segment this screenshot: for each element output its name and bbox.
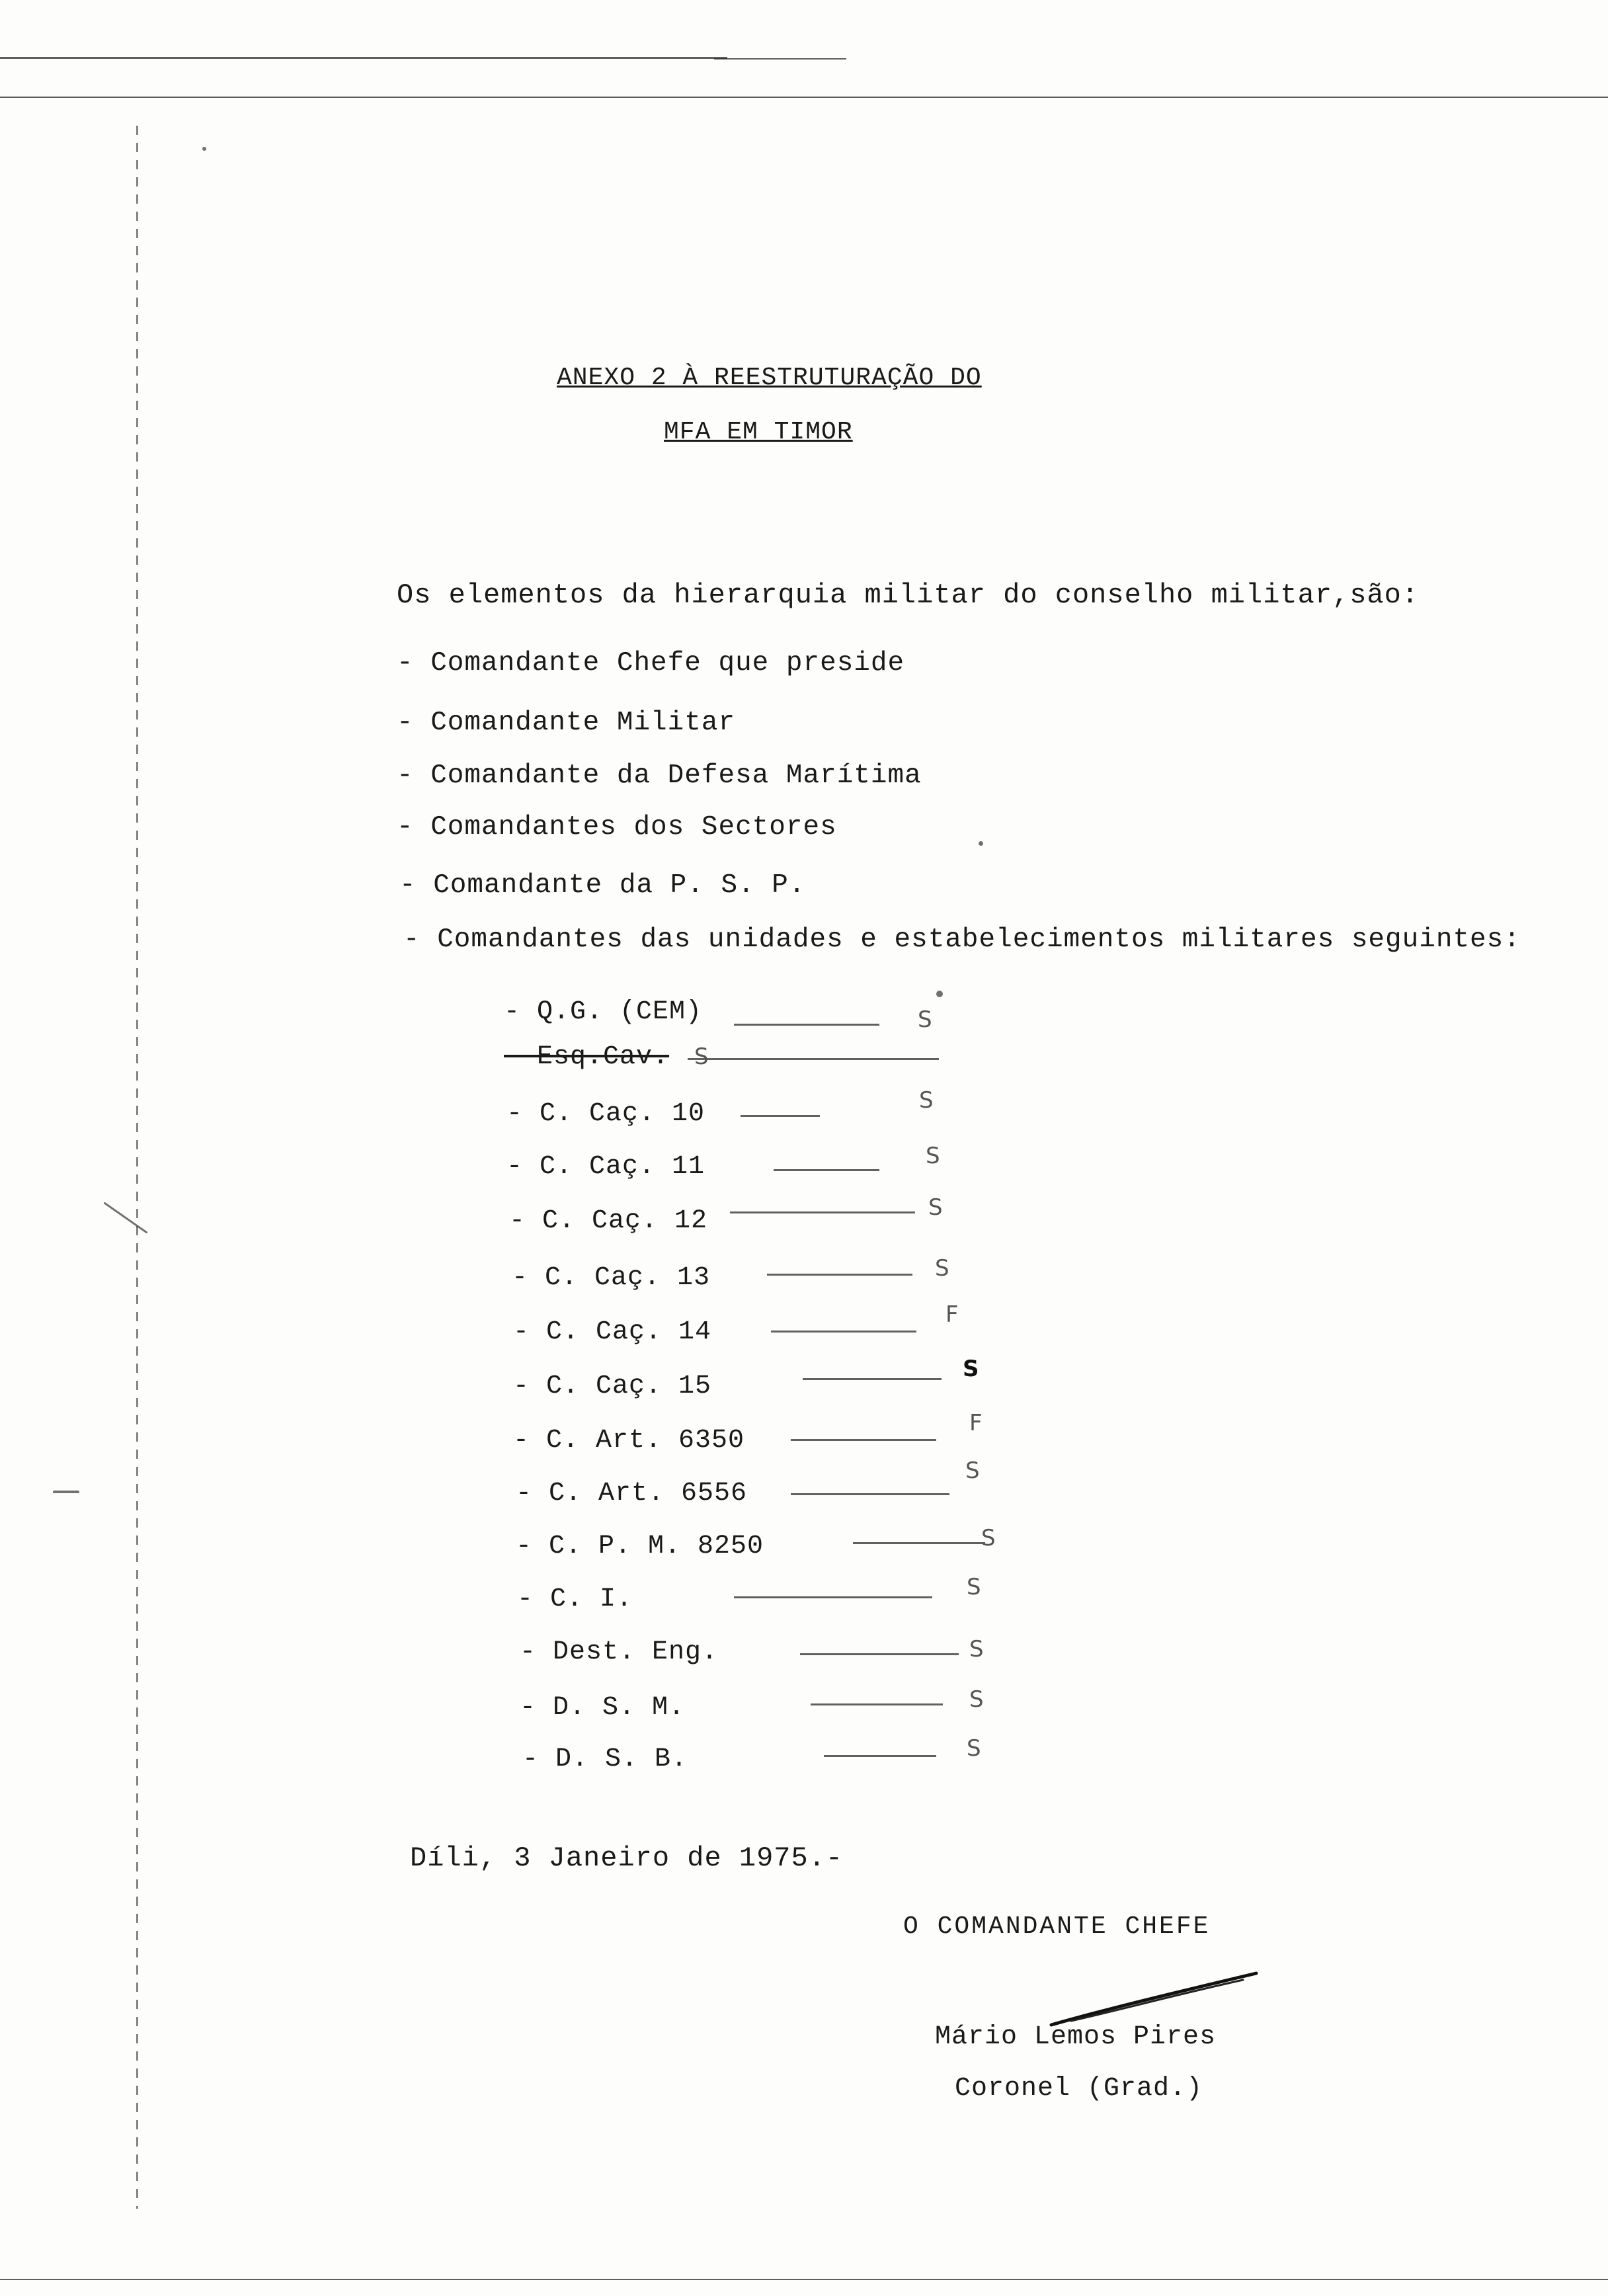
handwritten-dash bbox=[734, 1024, 879, 1026]
unit-item: - C. Caç. 13 bbox=[512, 1263, 711, 1293]
handwritten-mark: S bbox=[928, 1194, 943, 1221]
unit-item: - C. P. M. 8250 bbox=[516, 1532, 764, 1561]
handwritten-dash bbox=[811, 1703, 943, 1705]
scan-speck bbox=[979, 841, 983, 846]
scan-top-rule bbox=[0, 57, 727, 59]
member-item: - Comandante da Defesa Marítima bbox=[397, 760, 922, 791]
handwritten-dash bbox=[734, 1596, 932, 1598]
signatory-rank: Coronel (Grad.) bbox=[955, 2074, 1203, 2104]
handwritten-dash bbox=[800, 1653, 959, 1655]
handwritten-mark: S bbox=[981, 1525, 996, 1551]
handwritten-mark: S bbox=[965, 1457, 980, 1484]
scan-margin-line bbox=[136, 126, 138, 2209]
document-date: Díli, 3 Janeiro de 1975.- bbox=[410, 1842, 844, 1874]
handwritten-mark: S bbox=[969, 1686, 984, 1713]
scan-speck bbox=[936, 991, 943, 997]
handwritten-mark: S bbox=[935, 1255, 949, 1282]
unit-item: - C. Caç. 12 bbox=[509, 1206, 708, 1236]
handwritten-dash bbox=[767, 1274, 912, 1276]
unit-item: - C. Art. 6556 bbox=[516, 1479, 748, 1508]
intro-sentence: Os elementos da hierarquia militar do conselho militar,são: bbox=[397, 579, 1420, 611]
unit-item: - D. S. M. bbox=[520, 1693, 686, 1723]
handwritten-dash bbox=[774, 1169, 879, 1171]
unit-item: - C. Caç. 10 bbox=[506, 1099, 705, 1129]
unit-item: - Dest. Eng. bbox=[520, 1637, 719, 1667]
annex-title-line2: MFA EM TIMOR bbox=[664, 418, 853, 446]
handwritten-dash bbox=[688, 1058, 939, 1060]
member-item: - Comandante da P. S. P. bbox=[399, 870, 806, 901]
handwritten-dash bbox=[791, 1439, 936, 1441]
handwritten-dash bbox=[771, 1331, 916, 1332]
handwritten-mark: S bbox=[969, 1636, 984, 1662]
member-item: - Comandante Militar bbox=[397, 708, 736, 738]
handwritten-mark: S bbox=[967, 1735, 981, 1762]
annex-title-line1: ANEXO 2 À REESTRUTURAÇÃO DO bbox=[557, 364, 982, 392]
handwritten-mark: S bbox=[963, 1356, 979, 1382]
unit-item: - C. Caç. 11 bbox=[506, 1152, 705, 1182]
unit-item: - C. I. bbox=[517, 1584, 633, 1614]
unit-item: - C. Caç. 14 bbox=[513, 1317, 712, 1347]
handwritten-mark: S bbox=[919, 1087, 934, 1114]
handwritten-mark: F bbox=[969, 1410, 983, 1436]
member-item: - Comandantes das unidades e estabelecimentos militares seguintes: bbox=[403, 924, 1521, 955]
unit-item: - C. Art. 6350 bbox=[513, 1426, 745, 1456]
handwritten-dash bbox=[824, 1755, 936, 1757]
handwritten-dash bbox=[791, 1493, 949, 1495]
handwritten-mark: S bbox=[967, 1574, 981, 1600]
handwritten-dash bbox=[803, 1378, 942, 1380]
unit-item: - Q.G. (CEM) bbox=[504, 997, 703, 1027]
handwritten-mark: S bbox=[694, 1044, 709, 1070]
unit-item: - Esq.Cav. bbox=[504, 1042, 670, 1072]
handwritten-dash bbox=[853, 1542, 985, 1544]
member-item: - Comandantes dos Sectores bbox=[397, 812, 837, 842]
handwritten-mark: S bbox=[926, 1143, 940, 1169]
scan-bottom-rule bbox=[0, 2279, 1608, 2280]
scan-speck bbox=[53, 1491, 79, 1493]
handwritten-dash bbox=[741, 1115, 820, 1117]
unit-item: - C. Caç. 15 bbox=[513, 1372, 712, 1401]
member-item: - Comandante Chefe que preside bbox=[397, 648, 905, 678]
signatory-title: O COMANDANTE CHEFE bbox=[903, 1912, 1211, 1941]
scan-speck bbox=[103, 1202, 147, 1233]
handwritten-mark: F bbox=[945, 1301, 959, 1328]
signatory-name: Mário Lemos Pires bbox=[935, 2022, 1217, 2052]
scan-top-rule-2 bbox=[714, 58, 846, 60]
scan-speck bbox=[202, 147, 206, 151]
unit-item: - D. S. B. bbox=[522, 1744, 688, 1774]
scan-top-rule-3 bbox=[0, 97, 1608, 98]
handwritten-mark: S bbox=[918, 1006, 932, 1033]
handwritten-dash bbox=[730, 1211, 915, 1213]
